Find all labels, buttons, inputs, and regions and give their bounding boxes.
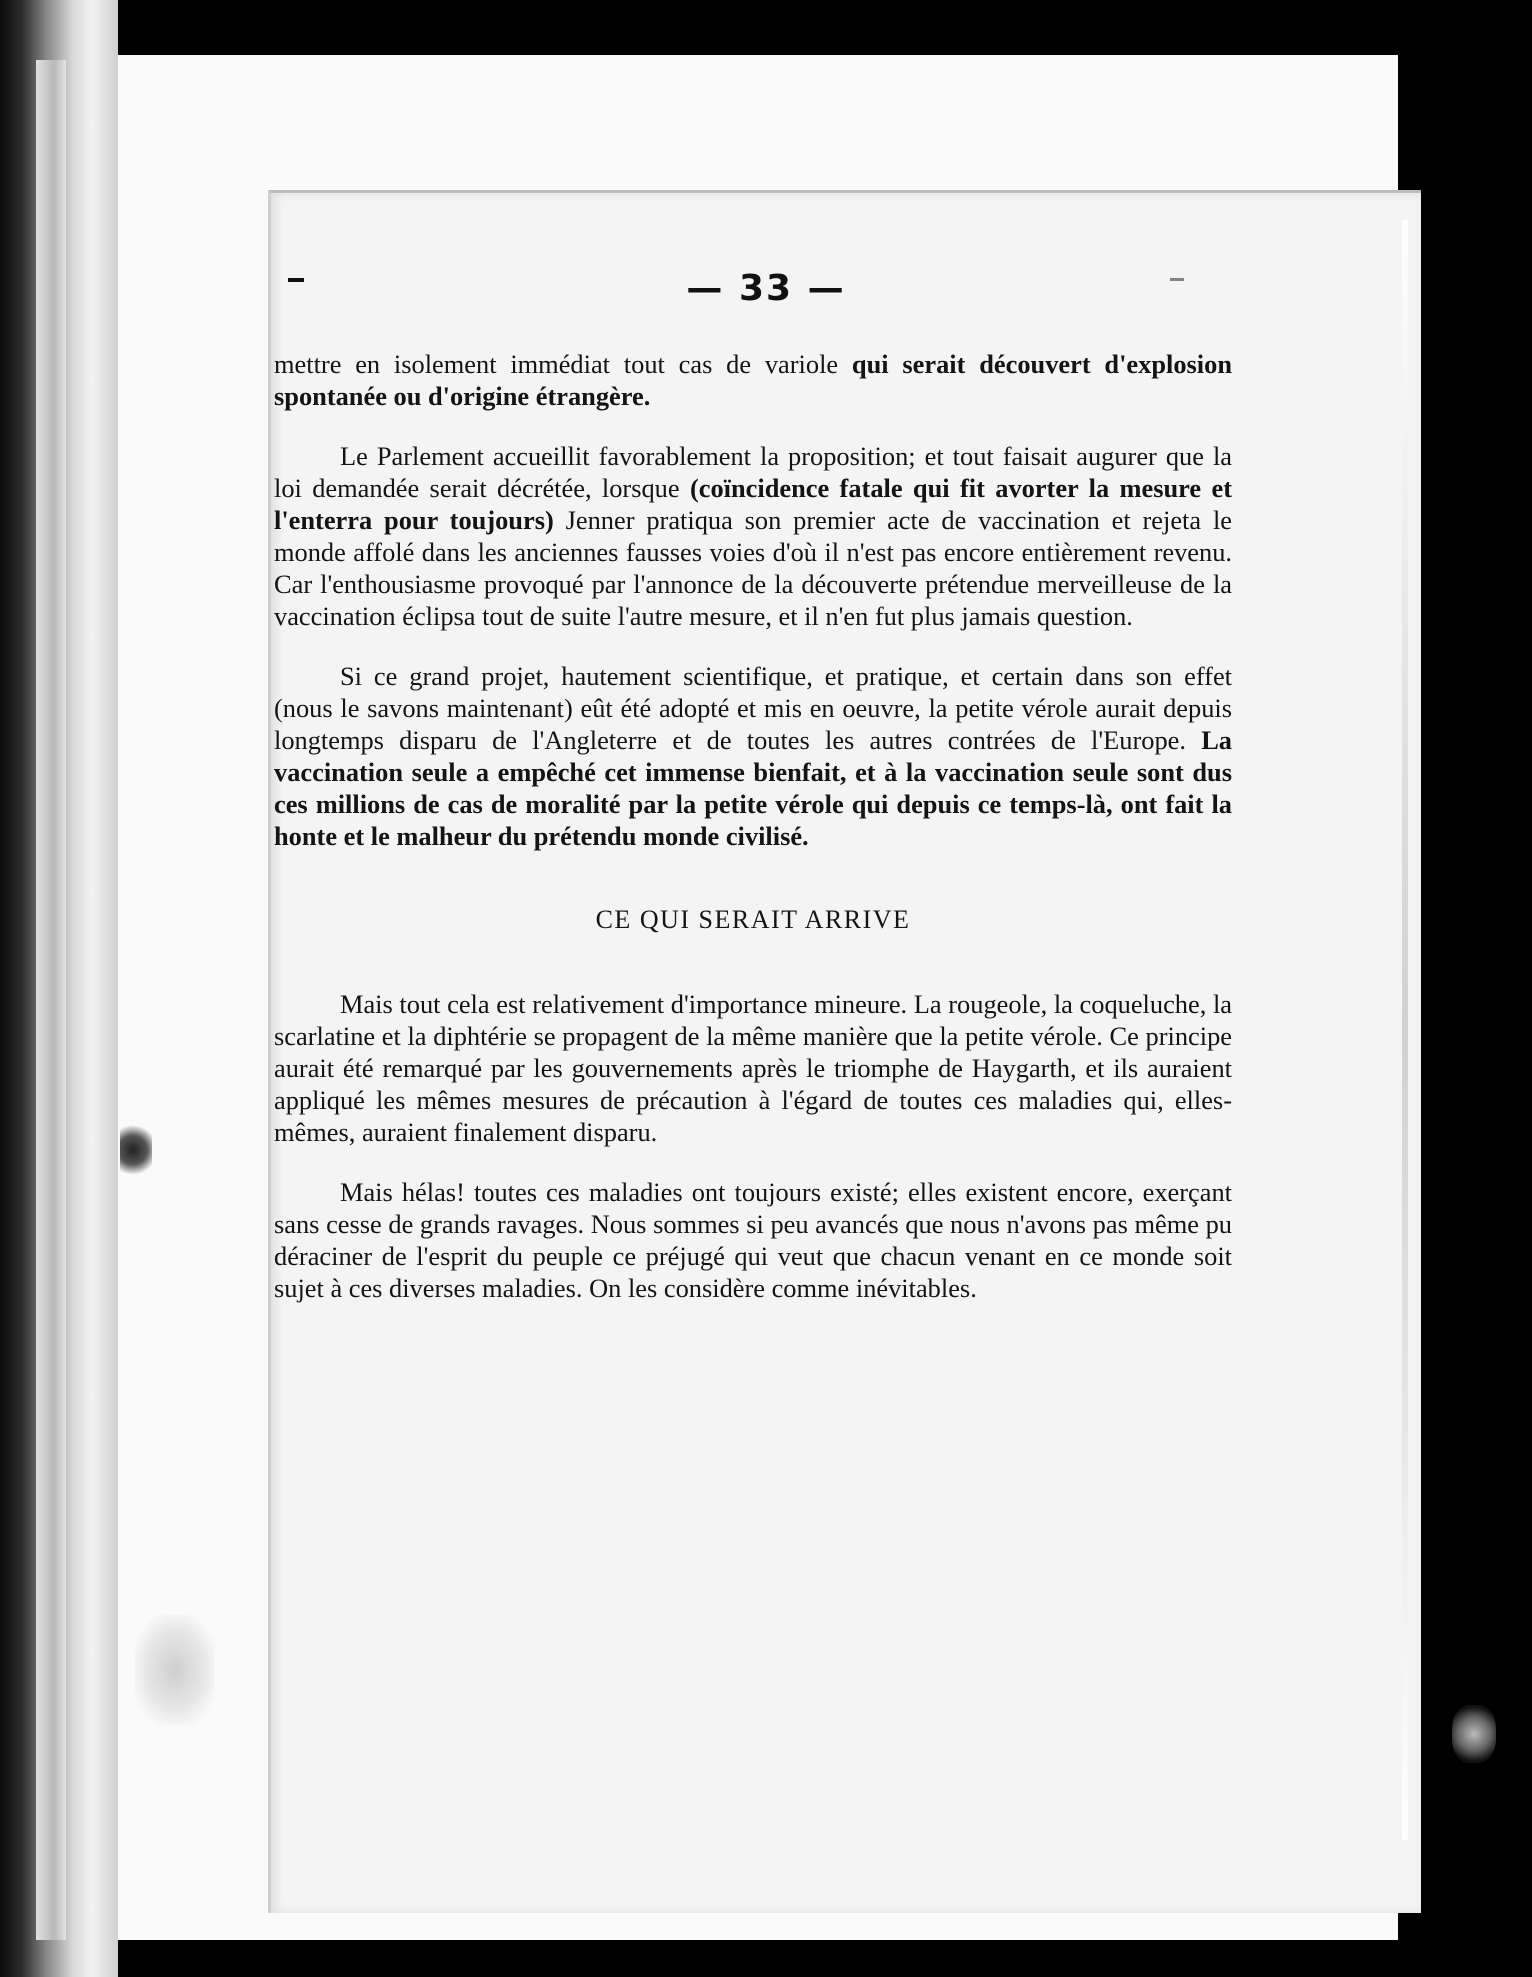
paragraph: [274, 660, 1232, 852]
text-run: La rougeole, la coqueluche, la scarlatine et la diphtérie se propagent de la même manière que la petite vérole. Ce principe aurait été remarqué par les gouvernements après le triomphe de Haygarth, et ils auraient appliqué les mêmes mesures de précaution à l'égard de toutes ces maladies qui, elles-mêmes, auraient finalement disparu.: [274, 989, 1232, 1147]
paragraph: [274, 348, 1232, 412]
text-run: et tout faisait augurer que la loi demandée serait décrétée, lorsque: [274, 441, 1233, 503]
page-edge-line: [1402, 220, 1408, 1840]
binding-clip-mark: [120, 1120, 152, 1180]
paper-scrap: [1452, 1705, 1496, 1763]
text-run: elles existent encore, exerçant sans cesse de grands ravages. Nous sommes si peu avancés que nous n'avons pas même pu déraciner de l'esprit du peuple ce préjugé qui veut que chacun venant en ce monde soit sujet à ces diverses maladies. On les considère comme inévitables.: [274, 1177, 1232, 1303]
text-run: Le Parlement accueillit favorablement la proposition;: [340, 441, 925, 471]
text-run: Mais hélas! toutes ces maladies ont toujours existé;: [340, 1177, 909, 1207]
text-run: mettre en isolement immédiat: [274, 349, 624, 379]
text-run: tout cas de variole: [623, 349, 852, 379]
text-run: Jenner pratiqua son premier acte de vaccination et rejeta le monde affolé dans les anciennes fausses voies d'où il n'est pas encore entièrement revenu. Car l'enthousiasme provoqué par l'annonce de la découverte prétendue merveilleuse de la vaccination éclipsa tout de suite l'autre mesure, et il n'en fut plus jamais question.: [274, 505, 1232, 631]
text-run: qui serait découvert d'explosion spontanée ou d'origine étrangère.: [274, 349, 1232, 411]
section-heading: CE QUI SERAIT ARRIVE: [595, 905, 911, 934]
paragraph: [274, 440, 1232, 632]
paragraph: [274, 988, 1232, 1148]
page-number: — 33 —: [686, 268, 846, 309]
text-run: Si ce grand projet, hautement scientifique, et pratique, et certain dans son effet (nous le savons maintenant) eût été adopté et mis en oeuvre, la petite vérole aurait depuis longtemps disparu de l'Angleterre et de toutes les autres contrées de l'Europe.: [274, 661, 1232, 755]
paper-tear-mark: [135, 1615, 215, 1725]
text-run: Mais tout cela est relativement d'importance mineure.: [340, 989, 914, 1019]
text-run: La vaccination seule a empêché cet immense bienfait, et à la vaccination seule sont dus ces millions de cas de moralité par la petite vérole qui depuis ce temps-là, ont fait la honte et le malheur du prétendu monde civilisé.: [274, 725, 1232, 851]
text-run: (coïncidence fatale qui fit avorter la mesure et l'enterra pour toujours): [274, 473, 1232, 535]
spine-highlight: [36, 60, 66, 1940]
paragraph: [274, 1176, 1232, 1304]
body-text: [274, 348, 1232, 1332]
